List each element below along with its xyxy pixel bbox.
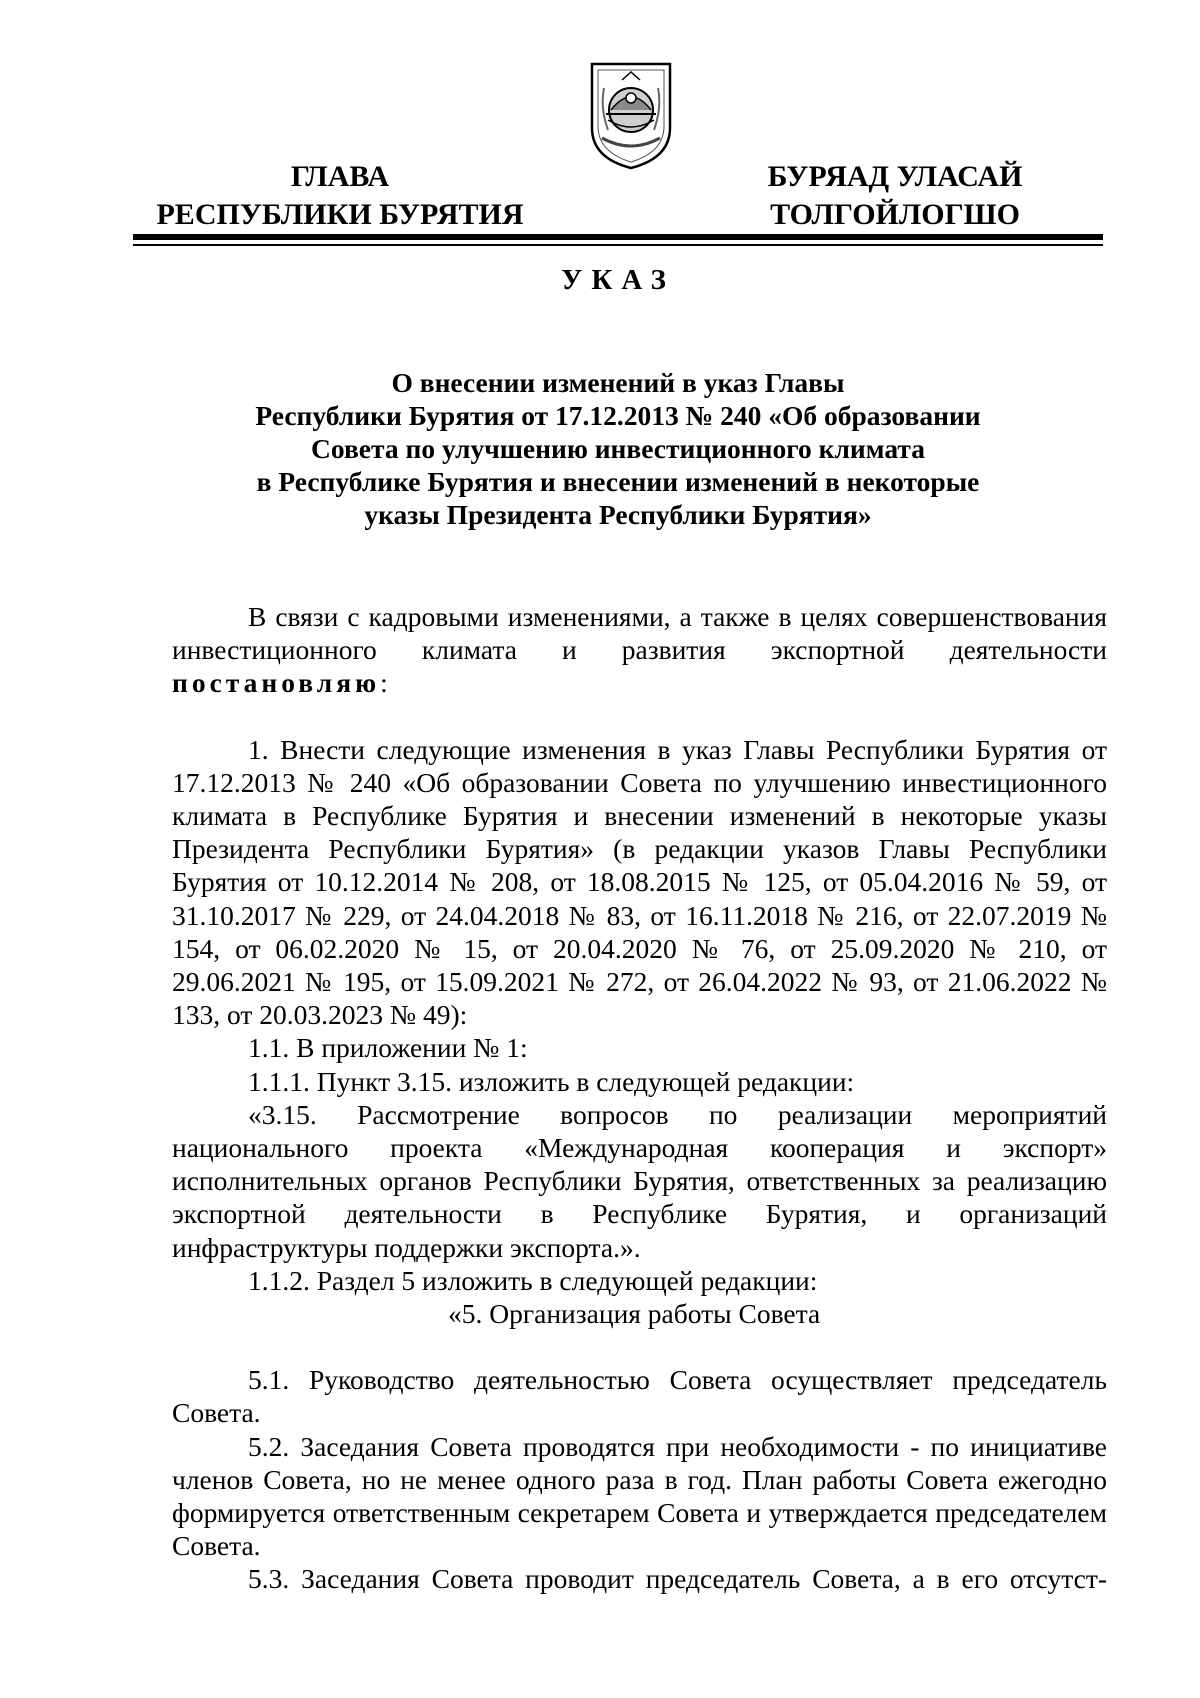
item-1-paragraph: 1. Внести следующие изменения в указ Главы Республики Бурятия от 17.12.2013 № 240 «Об образовании Совета по улучшению инвестиционного климата в Республике Бурятия и внесении изменений в некоторые указы Президента Республики Бурятия» (в редакции указов Главы Республики Бурятия от 10.12.2014 № 208, от 18.08.2015 № 125, от 05.04.2016 № 59, от 31.10.2017 № 229, от 24.04.2018 № 83, от 16.11.2018 № 216, от 22.07.2019 № 154, от 06.02.2020 № 15, от 20.04.2020 № 76, от 25.09.2020 № 210, от 29.06.2021 № 195, от 15.09.2021 № 272, от 26.04.2022 № 93, от 21.06.2022 № 133, от 20.03.2023 № 49): [172, 733, 1107, 1031]
header-left-block [140, 158, 540, 234]
item-1-1-2-paragraph: 1.1.2. Раздел 5 изложить в следующей редакции: [248, 1264, 818, 1296]
title-line-3: Совета по улучшению инвестиционного климата [311, 433, 925, 464]
header-divider-thin [133, 244, 1103, 246]
title-line-1: О внесении изменений в указ Главы [391, 367, 845, 398]
title-line-5: указы Президента Республики Бурятия» [364, 499, 872, 530]
header-right-line1: БУРЯАД УЛАСАЙ [767, 160, 1023, 193]
document-body [172, 600, 1107, 1596]
item-1-1-1-paragraph: 1.1.1. Пункт 3.15. изложить в следующей редакции: [248, 1065, 855, 1097]
title-line-4: в Республике Бурятия и внесении изменений в некоторые [256, 466, 980, 497]
header-left-line1: ГЛАВА [290, 160, 390, 193]
item-5-1-paragraph: 5.1. Руководство деятельностью Совета осуществляет председатель Совета. [172, 1364, 1107, 1429]
header-divider-thick [133, 234, 1103, 240]
paragraph-gap [172, 700, 1107, 733]
preamble-paragraph [172, 600, 1107, 700]
decree-word: постановляю [172, 667, 381, 699]
item-1-1-paragraph: 1.1. В приложении № 1: [248, 1032, 528, 1064]
coat-of-arms-emblem-icon [584, 58, 678, 170]
preamble-colon: : [380, 667, 388, 699]
title-line-2: Республики Бурятия от 17.12.2013 № 240 «Об образовании [255, 400, 981, 431]
section-5-title: «5. Организация работы Совета [448, 1298, 821, 1330]
paragraph-gap [172, 1330, 1107, 1363]
header-left-line2: РЕСПУБЛИКИ БУРЯТИЯ [156, 198, 524, 231]
item-3-15-paragraph: «3.15. Рассмотрение вопросов по реализации мероприятий национального проекта «Международная кооперация и экспорт» исполнительных органов Республики Бурятия, ответственных за реализацию экспортной деятельности в Республике Бурятия, и организаций инфраструктуры поддержки экспорта.». [172, 1098, 1107, 1263]
preamble-text: В связи с кадровыми изменениями, а также в целях совершенствования инвестиционного климата и развития экспортной деятельности [172, 601, 1107, 666]
header-right-line2: ТОЛГОЙЛОГШО [770, 198, 1020, 231]
item-5-3-paragraph: 5.3. Заседания Совета проводит председатель Совета, а в его отсутст- [248, 1563, 1107, 1595]
header-right-block [730, 158, 1060, 234]
document-type-heading: УКАЗ [561, 264, 675, 296]
document-title [180, 366, 1056, 531]
item-5-2-paragraph: 5.2. Заседания Совета проводятся при необходимости - по инициативе членов Совета, но не менее одного раза в год. План работы Совета ежегодно формируется ответственным секретарем Совета и утверждается председателем Совета. [172, 1430, 1107, 1562]
